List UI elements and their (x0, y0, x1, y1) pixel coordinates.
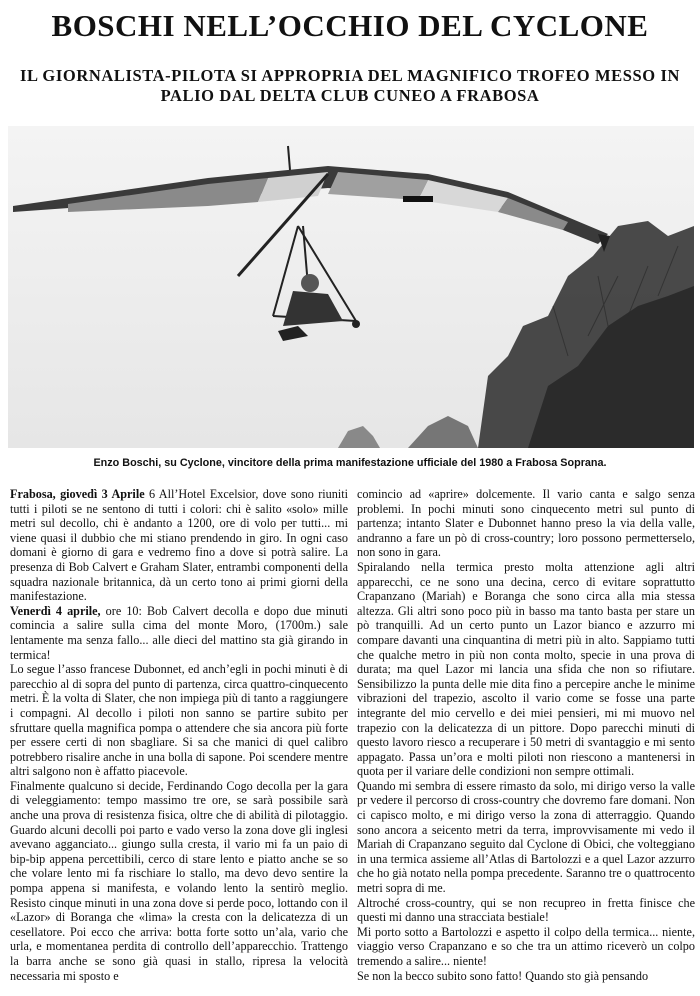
paragraph: Lo segue l’asso francese Dubonnet, ed anch’egli in pochi minuti è di parecchio al di sopra del punto di partenza, circa quattro-cinquecento metri. È la volta di Slater, che non impiega più di tanto a raggiungere i compagni. Al decollo i piloti non sanno se partire subito per sfruttare quella magnifica pompa o attendere che sia ancora più forte per essere certi di non sbagliare. Si sa che manici di quel calibro potrebbero risalire anche in una bolla di sapone. Poi scendere mentre altri salgono non è affatto piacevole. (10, 662, 348, 779)
article-column-left (10, 487, 348, 995)
paragraph: comincio ad «aprire» dolcemente. Il vario canta e salgo senza problemi. In pochi minuti sono cinquecento metri sul punto di partenza; intanto Slater e Dubonnet hanno preso la via della valle, andranno a fare un pò di cross-country; loro possono permetterselo, non sono in gara. (357, 487, 695, 560)
dateline: Frabosa, giovedì 3 Aprile (10, 487, 145, 501)
hang-glider-photo (8, 126, 694, 448)
paragraph: Finalmente qualcuno si decide, Ferdinando Cogo decolla per la gara di veleggiamento: tempo massimo tre ore, se sarà possibile sarà anche una prova di resistenza fisica, oltre che di abilità di pilotaggio. Guardo alcuni decolli poi parto e vado verso la zona dove gli inglesi avevano agganciato... giungo sulla cresta, il vario mi fa un paio di bip-bip appena percettibili, cerco di stare lento e piatto anche se so che volare lento mi fa rischiare lo stallo, ma devo devo sentire la pompa appena si manifesta, e volando lento la sentirò meglio. Resisto cinque minuti in una zona dove si perde poco, lottando con il «Lazor» di Boranga che «lima» la cresta con la delicatezza di un cesellatore. Poi ecco che arriva: botta forte sotto un’ala, vario che urla, e momentanea perdita di controllo dell’apparecchio. Trattengo la barra anche se sono già quasi in stallo, ripresa la velocità necessaria mi sposto e (10, 778, 348, 983)
paragraph: Quando mi sembra di essere rimasto da solo, mi dirigo verso la valle pr vedere il percorso di cross-country che dovremo fare domani. Non ci capisco molto, e mi dirigo verso la zona di atterraggio. Quando sono ancora a seicento metri da terra, improvvisamente mi vedo il Mariah di Crapanzano seguito dal Cyclone di Obici, che volteggiano in una termica assieme all’Atlas di Bartolozzi e a quel Lazor azzurro che ho già notato nella pompa precedente. Saranno tre o quattrocento metri sopra di me. (357, 778, 695, 896)
paragraph: Mi porto sotto a Bartolozzi e aspetto il colpo della termica... niente, viaggio verso Crapanzano e so che tra un attimo riceverò un colpo tremendo a salire... niente! (357, 924, 695, 968)
photo-caption: Enzo Boschi, su Cyclone, vincitore della prima manifestazione ufficiale del 1980 a Frabosa Soprana. (93, 457, 607, 469)
paragraph: Altroché cross-country, qui se non recupreo in fretta finisce che questi mi danno una stracciata bestiale! (357, 895, 695, 925)
paragraph: Spiralando nella termica presto molta attenzione agli altri apparecchi, ce ne sono una decina, cerco di evitare soprattutto Crapanzano (Mariah) e Boranga che sono circa alla mia stessa altezza. Gli altri sono poco più in basso ma tanto basta per stare un pò tranquilli. Ad un certo punto un Lazor bianco e azzurro mi compare davanti una cinquantina di metri più in alto. Sappiamo tutti che qualche metro in più non conta molto, specie in una prova di durata; ma quel Lazor mi lancia una sfida che non so rifiutare. Sensibilizzo la punta delle mie dita fino a percepire anche le minime vibrazioni del trapezio, ascolto il vario come se fosse una parte integrante del mio cervello e dei miei pensieri, mi mi muovo nel trapezio con la delicatezza di un pittore. Dopo parecchi minuti di questo lavoro riesco a recuperare i 50 metri di svantaggio e mi sento appagato. Passa un’ora e molti piloti non riescono a mantenersi in quota per il variare delle condizioni non sempre ottimali. (357, 559, 695, 779)
headline: BOSCHI NELL’OCCHIO DEL CYCLONE (51, 8, 649, 43)
subheadline: IL GIORNALISTA-PILOTA SI APPROPRIA DEL MAGNIFICO TROFEO MESSO IN PALIO DAL DELTA CLUB CUNEO A FRABOSA (19, 66, 680, 105)
paragraph: Se non la becco subito sono fatto! Quando sto già pensando (357, 968, 649, 983)
article-column-right (357, 487, 695, 995)
dateline: Venerdì 4 aprile, (10, 603, 101, 618)
paragraph: Frabosa, giovedì 3 Aprile 6 All’Hotel Excelsior, dove sono riuniti tutti i piloti se ne sentono di tutti i colori: chi è salito «solo» mille metri sul decollo, chi è andanto a 1200, ore di volo per tutti... mi viene quasi il dubbio che mi stiano prendendo in giro. In ogni caso domani è giorno di gara e vedremo fino a dove si potrà salire. La presenza di Bob Calvert e Graham Slater, entrambi componenti della squadra nazionale britannica, dà un certo tono ai primi giorni della manifestazione. (10, 487, 348, 604)
paragraph: Venerdì 4 aprile, ore 10: Bob Calvert decolla e dopo due minuti comincia a salire sulla cima del monte Moro, (1700m.) sale lentamente ma senza fallo... alle dieci del mattino sta già girando in termica! (10, 603, 348, 662)
